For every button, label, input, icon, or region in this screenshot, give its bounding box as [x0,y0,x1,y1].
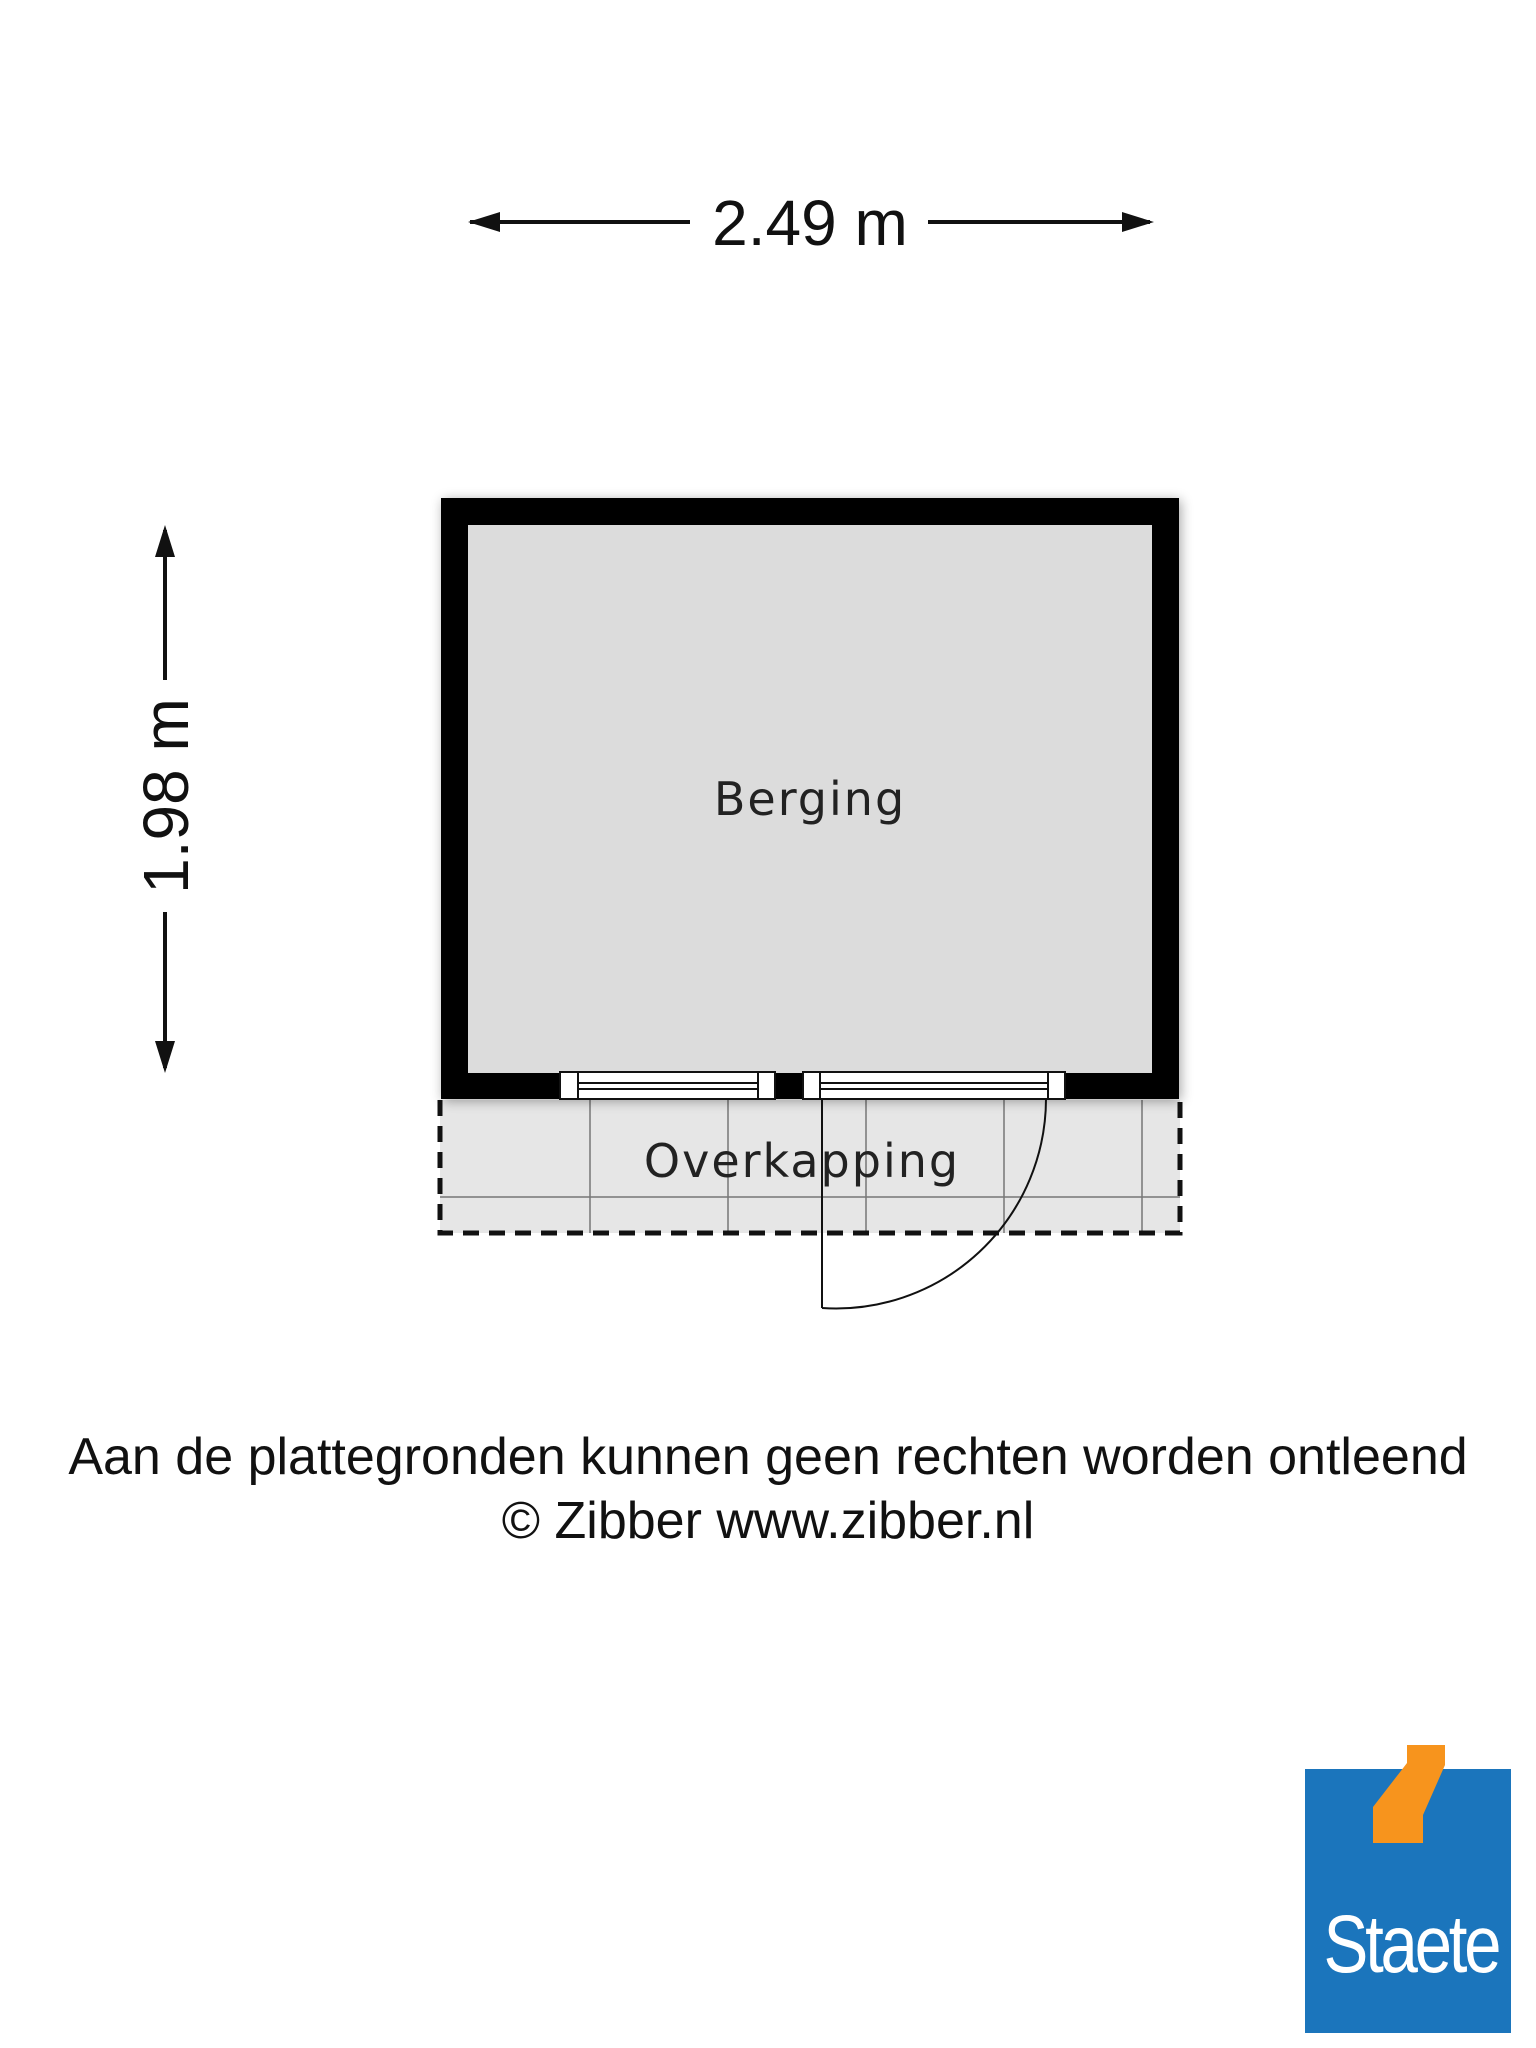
disclaimer [0,1425,1536,1553]
window [560,1072,775,1099]
staete-logo-text: Staete [1323,1899,1499,1990]
height-label: 1.98 m [130,698,202,894]
disclaimer-line-2: © Zibber www.zibber.nl [501,1492,1035,1550]
width-dimension [468,187,1154,259]
width-label: 2.49 m [712,187,908,259]
overkapping-label: Overkapping [643,1134,961,1188]
height-dimension [130,525,202,1073]
disclaimer-line-1: Aan de plattegronden kunnen geen rechten worden ontleend [68,1428,1468,1486]
berging-label: Berging [713,772,907,826]
